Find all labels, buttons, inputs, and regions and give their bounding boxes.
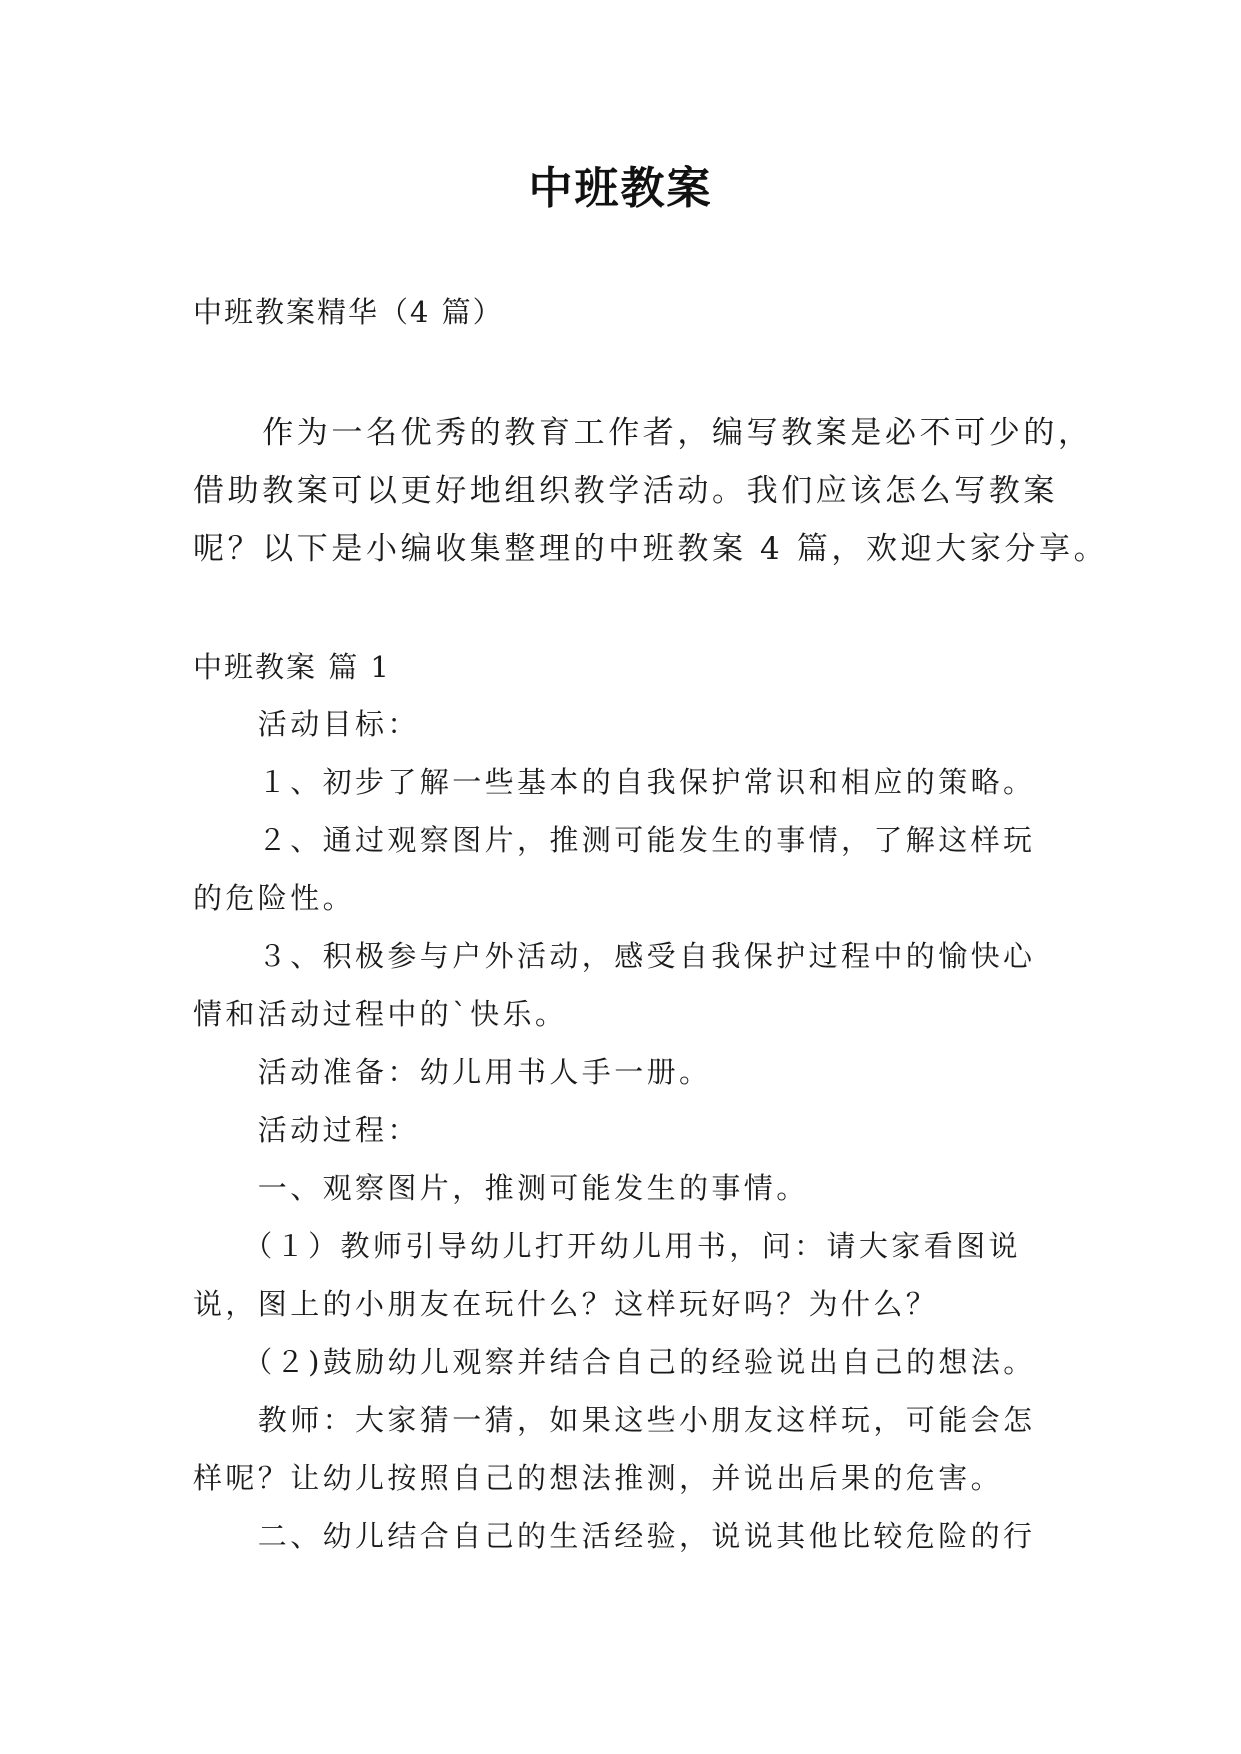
body-line: （２)鼓励幼儿观察并结合自己的经验说出自己的想法。 [193,1345,1036,1379]
body-line: 二、幼儿结合自己的生活经验，说说其他比较危险的行 [193,1519,1036,1553]
body-line: 活动准备：幼儿用书人手一册。 [193,1055,712,1089]
intro-paragraph [193,404,1109,578]
intro-line: 作为一名优秀的教育工作者，编写教案是必不可少的， [193,415,1093,451]
body-line: １、初步了解一些基本的自我保护常识和相应的策略。 [193,765,1036,799]
section-body [193,695,1073,1565]
body-line: ２、通过观察图片，推测可能发生的事情，了解这样玩 [193,823,1036,857]
intro-line: 借助教案可以更好地组织教学活动。我们应该怎么写教案 [193,473,1058,509]
body-line: 活动目标： [193,707,420,741]
document-subtitle: 中班教案精华（4 篇） [193,295,504,329]
body-line: 样呢？让幼儿按照自己的想法推测，并说出后果的危害。 [193,1461,1004,1495]
intro-line: 呢？以下是小编收集整理的中班教案 4 篇，欢迎大家分享。 [193,531,1109,567]
body-line: 的危险性。 [193,881,356,915]
section-title: 中班教案 篇 1 [193,650,391,684]
body-line: 说，图上的小朋友在玩什么？这样玩好吗？为什么？ [193,1287,939,1321]
body-line: ３、积极参与户外活动，感受自我保护过程中的愉快心 [193,939,1036,973]
body-line: 一、观察图片，推测可能发生的事情。 [193,1171,809,1205]
body-line: 教师：大家猜一猜，如果这些小朋友这样玩，可能会怎 [193,1403,1036,1437]
body-line: 情和活动过程中的`快乐。 [193,997,568,1031]
document-title: 中班教案 [528,163,713,214]
body-line: （１）教师引导幼儿打开幼儿用书，问：请大家看图说 [193,1229,1021,1263]
body-line: 活动过程： [193,1113,420,1147]
